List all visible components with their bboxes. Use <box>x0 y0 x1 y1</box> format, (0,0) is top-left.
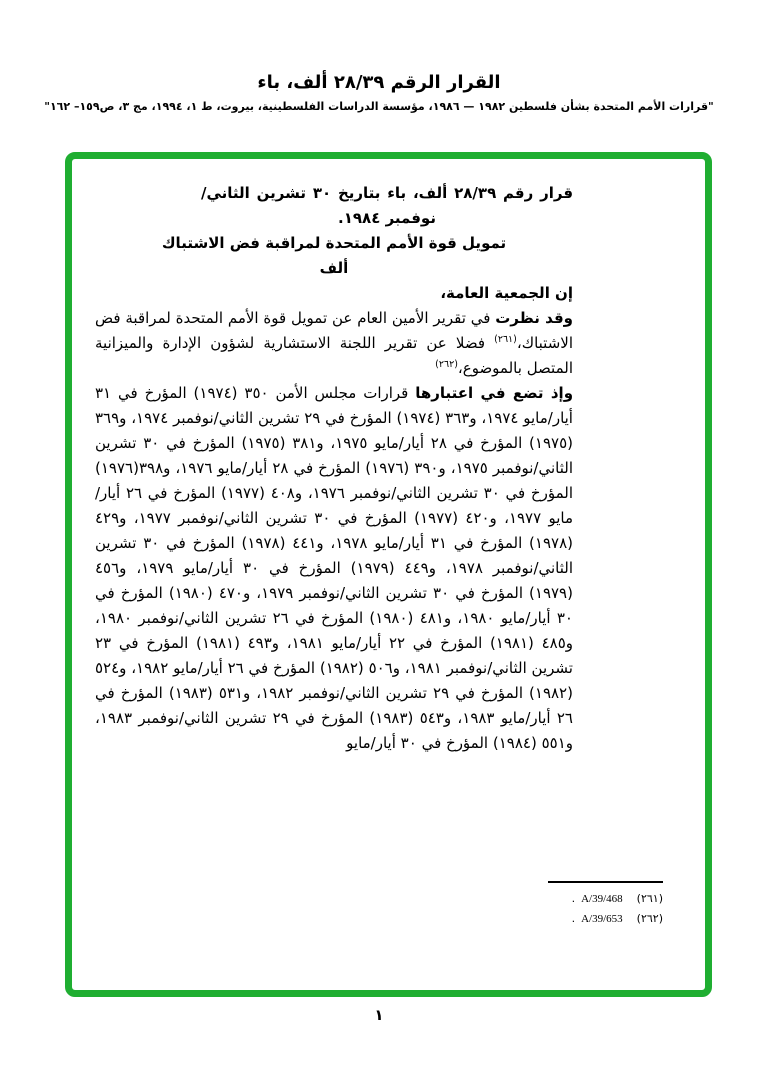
footnote-261-marker: (٢٦١) <box>636 892 663 905</box>
footnote-262-document-symbol: A/39/653 <box>581 913 623 925</box>
footnote-261-document-symbol: A/39/468 <box>581 893 623 905</box>
footnotes-block <box>443 881 663 929</box>
paragraph-bearing-text: قرارات مجلس الأمن ٣٥٠ (١٩٧٤) المؤرخ في ٣١ أيار/مايو ١٩٧٤، و٣٦٣ (١٩٧٤) المؤرخ في ٢٩ تشرين الثاني/نوفمبر ١٩٧٤، و٣٦٩ (١٩٧٥) المؤرخ في ٢٨ أيار/مايو ١٩٧٥، و٣٨١ (١٩٧٥) المؤرخ في ٣٠ تشرين الثاني/نوفمبر ١٩٧٥، و٣٩٠ (١٩٧٦) المؤرخ في ٢٨ أيار/مايو ١٩٧٦، و٣٩٨(١٩٧٦) المؤرخ في ٣٠ تشرين الثاني/نوفمبر ١٩٧٦، و٤٠٨ (١٩٧٧) المؤرخ في ٢٦ أيار/مايو ١٩٧٧، و٤٢٠ (١٩٧٧) المؤرخ في ٣٠ تشرين الثاني/نوفمبر ١٩٧٧، و٤٢٩ (١٩٧٨) المؤرخ في ٣١ أيار/مايو ١٩٧٨، و٤٤١ (١٩٧٨) المؤرخ في ٣٠ تشرين الثاني/نوفمبر ١٩٧٨، و٤٤٩ (١٩٧٩) المؤرخ في ٣٠ أيار/مايو ١٩٧٩، و٤٥٦ (١٩٧٩) المؤرخ في ٣٠ تشرين الثاني/نوفمبر ١٩٧٩، و٤٧٠ (١٩٨٠) المؤرخ في ٣٠ أيار/مايو ١٩٨٠، و٤٨١ (١٩٨٠) المؤرخ في ٢٦ تشرين الثاني/نوفمبر ١٩٨٠، و٤٨٥ (١٩٨١) المؤرخ في ٢٢ أيار/مايو ١٩٨١، و٤٩٣ (١٩٨١) المؤرخ في ٢٣ تشرين الثاني/نوفمبر ١٩٨١، و٥٠٦ (١٩٨٢) المؤرخ في ٢٦ أيار/مايو ١٩٨٢، و٥٢٤ (١٩٨٢) المؤرخ في ٢٩ تشرين الثاني/نوفمبر ١٩٨٢، و٥٣١ (١٩٨٣) المؤرخ في ٢٦ أيار/مايو ١٩٨٣، و٥٤٣ (١٩٨٣) المؤرخ في ٢٩ تشرين الثاني/نوفمبر ١٩٨٣، و٥٥١ (١٩٨٤) المؤرخ في ٣٠ أيار/مايو <box>95 384 573 752</box>
footnote-261-period: . <box>571 892 576 905</box>
paragraph-considered-text2: فضلا عن تقرير اللجنة الاستشارية لشؤون الإدارة والميزانية المتصل بالموضوع، <box>95 334 573 377</box>
footnote-separator-rule <box>548 881 663 883</box>
document-frame <box>65 152 712 997</box>
paragraph-considered-text1: في تقرير الأمين العام عن تمويل قوة الأمم المتحدة لمراقبة فض الاشتباك، <box>95 309 573 352</box>
resolution-heading: تمويل قوة الأمم المتحدة لمراقبة فض الاشتباك <box>161 234 507 252</box>
paragraph-bearing-in-mind <box>95 381 573 756</box>
source-citation: "قرارات الأمم المتحدة بشأن فلسطين ١٩٨٢ — ١٩٨٦، مؤسسة الدراسات الفلسطينية، بيروت، ط ١، ١٩٩٤، مج ٣، ص١٥٩– ١٦٢" <box>44 100 714 113</box>
page-title: القرار الرقم ٢٨/٣٩ ألف، باء <box>257 72 501 93</box>
footnote-marker-261: (٢٦١) <box>494 334 517 345</box>
section-label: ألف <box>319 259 349 277</box>
page-number: ١ <box>374 1006 384 1024</box>
document-body <box>95 181 573 887</box>
footnote-262-period: . <box>571 912 576 925</box>
paragraph-bearing-lead: وإذ تضع في اعتبارها <box>415 384 573 402</box>
salutation-line: إن الجمعية العامة، <box>440 284 573 302</box>
footnote-marker-262: (٢٦٢) <box>435 359 458 370</box>
footnote-262-marker: (٢٦٢) <box>636 912 663 925</box>
resolution-opening: قرار رقم ٢٨/٣٩ ألف، باء بتاريخ ٣٠ تشرين الثاني/نوفمبر ١٩٨٤. <box>201 184 573 227</box>
paragraph-considered <box>95 306 573 381</box>
footnote-261 <box>443 889 663 909</box>
footnote-262 <box>443 909 663 929</box>
page-header <box>0 72 758 113</box>
paragraph-considered-lead: وقد نظرت <box>495 309 573 327</box>
